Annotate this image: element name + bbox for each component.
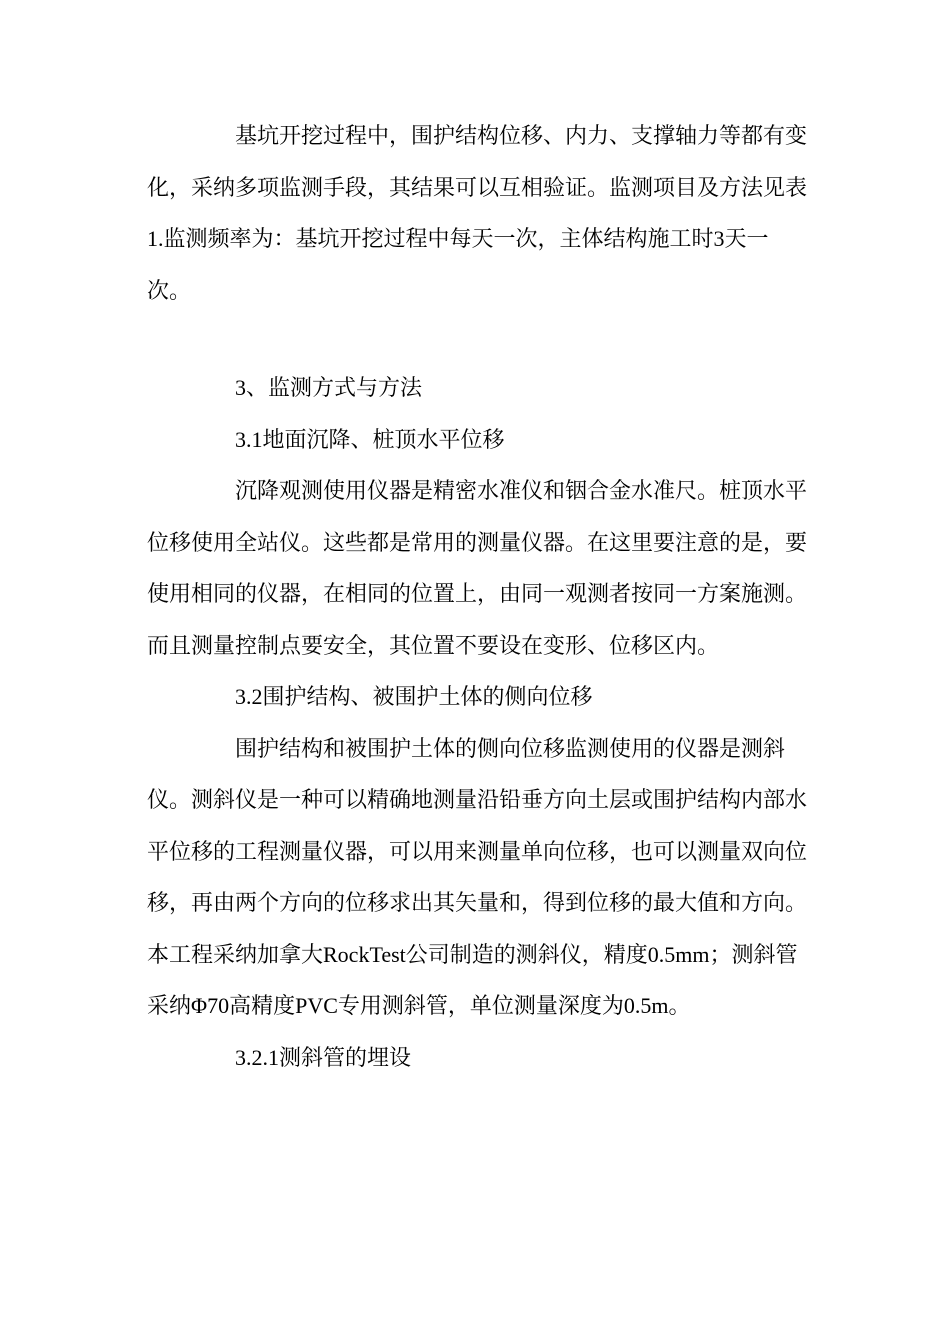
document-page [147,110,807,1083]
section-heading-3-2: 3.2围护结构、被围护土体的侧向位移 [235,684,593,709]
section-heading-3-1: 3.1地面沉降、桩顶水平位移 [235,426,505,452]
paragraph-settlement: 沉降观测使用仪器是精密水准仪和铟合金水准尺。桩顶水平位移使用全站仪。这些都是常用的测量仪器。在这里要注意的是，要使用相同的仪器，在相同的位置上，由同一观测者按同一方案施测。而且测量控制点要安全，其位置不要设在变形、位移区内。 [147,478,808,658]
paragraph-inclinometer: 围护结构和被围护土体的侧向位移监测使用的仪器是测斜仪。测斜仪是一种可以精确地测量沿铅垂方向土层或围护结构内部水平位移的工程测量仪器，可以用来测量单向位移，也可以测量双向位移，再由两个方向的位移求出其矢量和，得到位移的最大值和方向。本工程采纳加拿大RockTest公司制造的测斜仪，精度0.5mm；测斜管采纳Φ70高精度PVC专用测斜管，单位测量深度为0.5m。 [147,735,808,1018]
paragraph-intro: 基坑开挖过程中，围护结构位移、内力、支撑轴力等都有变化，采纳多项监测手段，其结果可以互相验证。监测项目及方法见表1.监测频率为：基坑开挖过程中每天一次，主体结构施工时3天一次。 [147,123,808,303]
section-heading-3: 3、监测方式与方法 [235,375,423,400]
section-heading-3-2-1: 3.2.1测斜管的埋设 [235,1044,412,1070]
paragraph-spacer [147,316,807,362]
